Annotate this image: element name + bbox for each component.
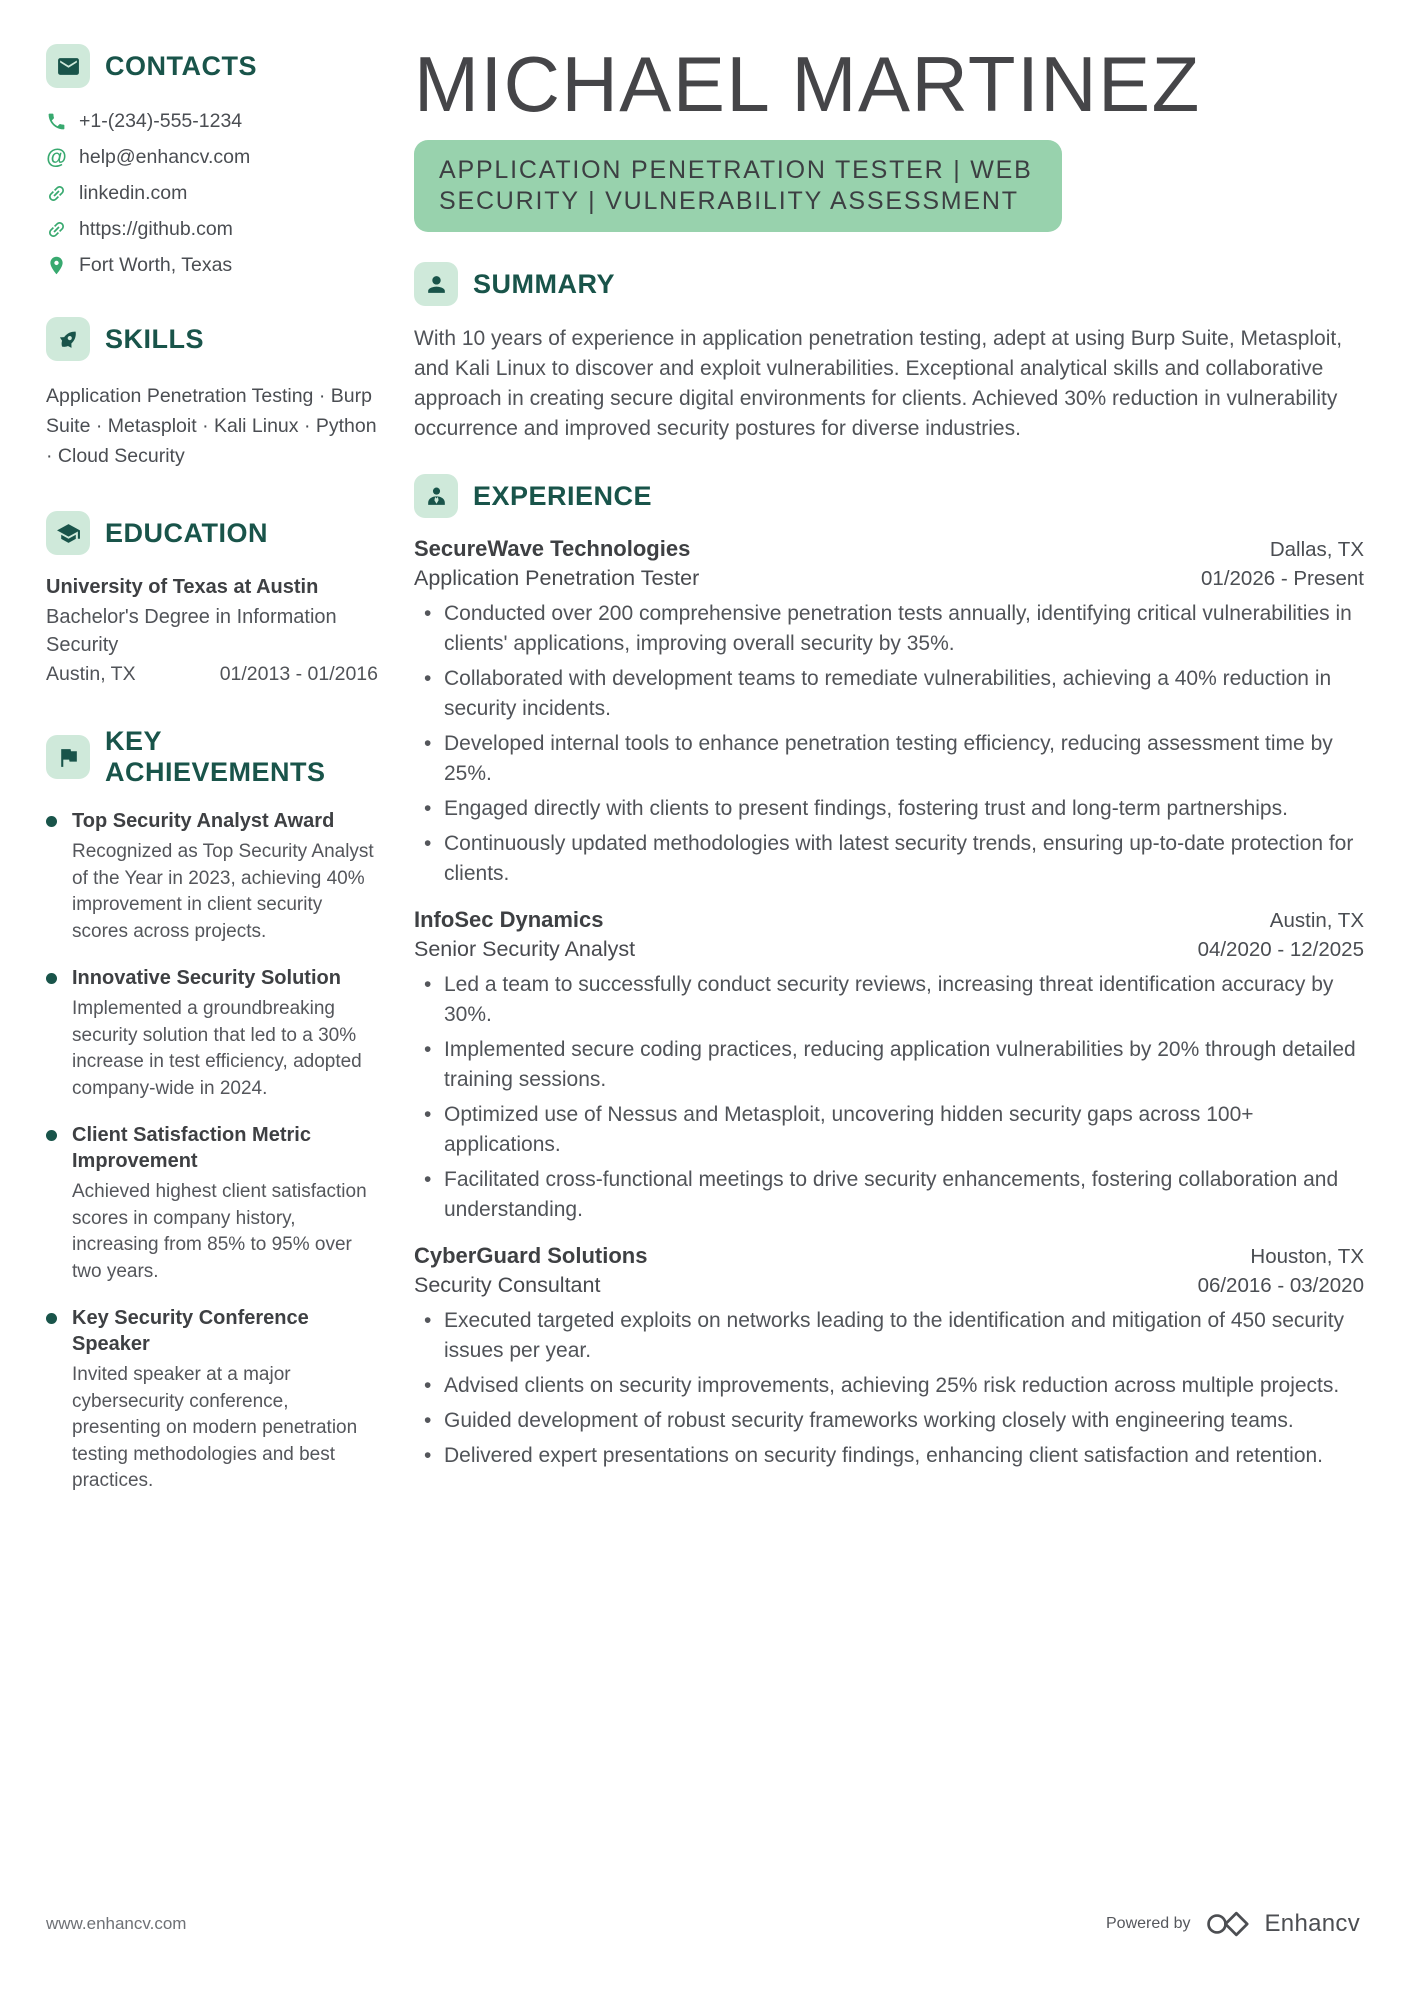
job-bullet-list: [414, 599, 1364, 889]
bullet-dot-icon: [46, 1313, 57, 1324]
summary-heading: SUMMARY: [473, 268, 615, 299]
achievement-title: Client Satisfaction Metric Improvement: [72, 1124, 311, 1172]
contact-list: [46, 110, 378, 277]
contact-location-text: Fort Worth, Texas: [79, 254, 233, 276]
job-bullet: • Guided development of robust security frameworks working closely with engineering teams.: [414, 1406, 1364, 1436]
achievements-heading: KEY ACHIEVEMENTS: [105, 726, 326, 787]
job-bullet-list: [414, 1306, 1364, 1471]
contact-email[interactable]: [46, 146, 378, 169]
footer-site-url[interactable]: www.enhancv.com: [46, 1914, 187, 1933]
achievement-item: [46, 808, 378, 945]
bullet-dot-icon: [46, 816, 57, 827]
achievement-title: Top Security Analyst Award: [72, 810, 335, 832]
job-bullet: • Executed targeted exploits on networks leading to the identification and mitigation of 450 security issues per year.: [414, 1306, 1364, 1366]
job-role: Security Consultant: [414, 1273, 601, 1298]
job-bullet: • Conducted over 200 comprehensive penetration tests annually, identifying critical vulnerabilities in clients' applications, improving overall security by 35%.: [414, 599, 1364, 659]
candidate-title: APPLICATION PENETRATION TESTER | WEB SECURITY | VULNERABILITY ASSESSMENT: [439, 156, 1033, 216]
achievement-text: Implemented a groundbreaking security solution that led to a 30% increase in test efficiency, adopted company-wide in 2024.: [72, 998, 362, 1099]
skills-section: [46, 317, 378, 471]
location-icon: [46, 255, 67, 276]
education-heading: EDUCATION: [105, 517, 268, 548]
job-company: CyberGuard Solutions: [414, 1243, 648, 1269]
job-bullet: • Advised clients on security improvements, achieving 25% risk reduction across multiple projects.: [414, 1371, 1364, 1401]
job-location: Austin, TX: [1269, 909, 1364, 933]
powered-by-label: Powered by: [1106, 1915, 1191, 1932]
skills-list: Application Penetration Testing · Burp Suite · Metasploit · Kali Linux · Python · Cloud Security: [46, 385, 377, 467]
enhancv-logo-icon: [1205, 1909, 1255, 1939]
achievement-text: Recognized as Top Security Analyst of the Year in 2023, achieving 40% improvement in client security scores across projects.: [72, 841, 374, 942]
experience-entry: [414, 907, 1364, 1225]
contacts-section: [46, 44, 378, 277]
bullet-dot-icon: [46, 973, 57, 984]
job-dates: 04/2020 - 12/2025: [1197, 938, 1364, 962]
job-role: Senior Security Analyst: [414, 937, 636, 962]
job-location: Houston, TX: [1250, 1245, 1364, 1269]
bullet-dot-icon: [46, 1130, 57, 1141]
enhancv-logo[interactable]: [1205, 1909, 1361, 1939]
experience-entry: [414, 1243, 1364, 1471]
achievement-item: [46, 1122, 378, 1285]
achievements-section: [46, 726, 378, 1495]
at-icon: @: [46, 146, 67, 169]
experience-heading: EXPERIENCE: [473, 480, 653, 511]
enhancv-brand-name: Enhancv: [1264, 1910, 1360, 1937]
job-bullet: • Optimized use of Nessus and Metasploit, uncovering hidden security gaps across 100+ applications.: [414, 1100, 1364, 1160]
person-icon: [414, 262, 458, 306]
powered-by: [1106, 1909, 1360, 1939]
sidebar: [46, 44, 378, 1535]
achievement-text: Achieved highest client satisfaction scores in company history, increasing from 85% to 95% over two years.: [72, 1181, 367, 1282]
contact-phone-text: +1-(234)-555-1234: [79, 110, 243, 132]
rocket-icon: [46, 317, 90, 361]
link-icon: [46, 219, 67, 240]
education-section: [46, 511, 378, 686]
job-bullet: • Continuously updated methodologies with latest security trends, ensuring up-to-date protection for clients.: [414, 829, 1364, 889]
flag-icon: [46, 735, 90, 779]
contact-email-text[interactable]: help@enhancv.com: [79, 146, 251, 168]
envelope-icon: [46, 44, 90, 88]
contact-github-text[interactable]: https://github.com: [79, 218, 233, 240]
achievement-title: Innovative Security Solution: [72, 967, 341, 989]
contacts-heading: CONTACTS: [105, 50, 257, 81]
experience-entry: [414, 536, 1364, 889]
education-dates: 01/2013 - 01/2016: [219, 663, 378, 685]
main-content: [414, 40, 1364, 1535]
contact-location: [46, 254, 378, 277]
job-bullet: • Developed internal tools to enhance penetration testing efficiency, reducing assessment time by 25%.: [414, 729, 1364, 789]
job-dates: 01/2026 - Present: [1201, 567, 1364, 591]
contact-github[interactable]: [46, 218, 378, 241]
contact-linkedin-text[interactable]: linkedin.com: [79, 182, 188, 204]
job-role: Application Penetration Tester: [414, 566, 700, 591]
job-bullet: • Facilitated cross-functional meetings to drive security enhancements, fostering collaboration and understanding.: [414, 1165, 1364, 1225]
achievement-title: Key Security Conference Speaker: [72, 1307, 309, 1355]
job-location: Dallas, TX: [1269, 538, 1364, 562]
job-bullet-list: [414, 970, 1364, 1225]
achievement-item: [46, 965, 378, 1102]
education-school: University of Texas at Austin: [46, 576, 319, 598]
summary-section: [414, 262, 1364, 444]
job-bullet: • Engaged directly with clients to present findings, fostering trust and long-term partnerships.: [414, 794, 1364, 824]
graduation-cap-icon: [46, 511, 90, 555]
job-bullet: • Delivered expert presentations on security findings, enhancing client satisfaction and retention.: [414, 1441, 1364, 1471]
education-entry: [46, 573, 378, 686]
achievement-text: Invited speaker at a major cybersecurity conference, presenting on modern penetration testing methodologies and best practices.: [72, 1364, 358, 1491]
job-dates: 06/2016 - 03/2020: [1197, 1274, 1364, 1298]
contact-phone: [46, 110, 378, 133]
education-degree: Bachelor's Degree in Information Security: [46, 606, 337, 656]
link-icon: [46, 183, 67, 204]
skills-heading: SKILLS: [105, 323, 205, 354]
job-bullet: • Led a team to successfully conduct security reviews, increasing threat identification accuracy by 30%.: [414, 970, 1364, 1030]
summary-text: With 10 years of experience in application penetration testing, adept at using Burp Suite, Metasploit, and Kali Linux to discover and exploit vulnerabilities. Exceptional analytical skills and collaborative approach in creating secure digital environments for clients. Achieved 30% reduction in vulnerability occurrence and improved security postures for diverse industries.: [414, 327, 1343, 441]
contact-linkedin[interactable]: [46, 182, 378, 205]
education-location: Austin, TX: [46, 663, 136, 685]
experience-section: [414, 474, 1364, 1471]
phone-icon: [46, 111, 67, 132]
page-footer: [46, 1909, 1360, 1939]
achievement-item: [46, 1305, 378, 1495]
job-bullet: • Implemented secure coding practices, reducing application vulnerabilities by 20% through detailed training sessions.: [414, 1035, 1364, 1095]
person-tie-icon: [414, 474, 458, 518]
job-bullet: • Collaborated with development teams to remediate vulnerabilities, achieving a 40% reduction in security incidents.: [414, 664, 1364, 724]
title-banner: [414, 140, 1062, 232]
job-company: SecureWave Technologies: [414, 536, 691, 562]
candidate-name: MICHAEL MARTINEZ: [414, 40, 1201, 128]
job-company: InfoSec Dynamics: [414, 907, 604, 933]
